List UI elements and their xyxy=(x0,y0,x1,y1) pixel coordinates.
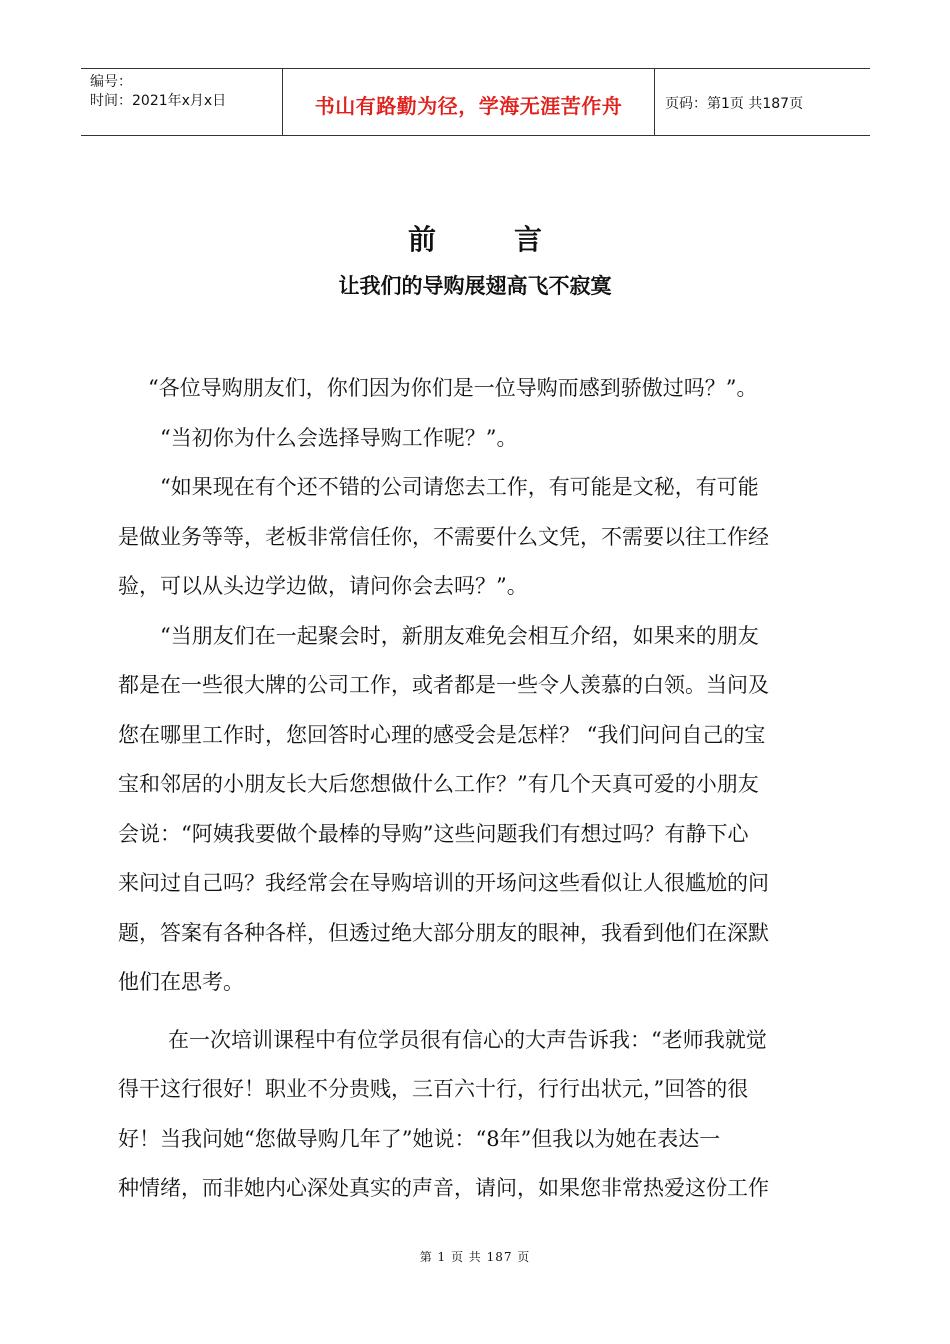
header-meta-cell xyxy=(81,69,283,135)
paragraph-line: 种情绪，而非她内心深处真实的声音，请问，如果您非常热爱这份工作 xyxy=(118,1176,769,1200)
paragraph-line: 题，答案有各种各样，但透过绝大部分朋友的眼神，我看到他们在深默 xyxy=(118,920,769,945)
paragraph-line: “当初你为什么会选择导购工作呢？”。 xyxy=(160,425,518,450)
paragraph-line: 都是在一些很大牌的公司工作，或者都是一些令人羡慕的白领。当问及 xyxy=(118,673,769,697)
paragraph xyxy=(118,1016,834,1214)
page-footer: 第 1 页 共 187 页 xyxy=(419,1250,531,1264)
paragraph-line: 是做业务等等，老板非常信任你，不需要什么文凭，不需要以往工作经 xyxy=(118,524,769,549)
header-motto: 书山有路勤为径，学海无涯苦作舟 xyxy=(283,69,655,135)
paragraph-line: 得干这行很好！职业不分贵贱，三百六十行，行行出状元，”回答的很 xyxy=(118,1077,749,1101)
paragraph-line: “当朋友们在一起聚会时，新朋友难免会相互介绍，如果来的朋友 xyxy=(160,623,759,648)
paragraph-line: 验，可以从头边学边做，请问你会去吗？”。 xyxy=(118,574,528,598)
page-header xyxy=(81,68,870,136)
paragraph-line: “各位导购朋友们，你们因为你们是一位导购而感到骄傲过吗？”。 xyxy=(148,376,758,400)
page-subtitle: 让我们的导购展翅高飞不寂寞 xyxy=(338,274,612,298)
paragraph-line: 您在哪里工作时，您回答时心理的感受会是怎样？ “我们问问自己的宝 xyxy=(118,722,766,747)
document-number-label: 编号： xyxy=(90,74,132,90)
paragraph-line: 来问过自己吗？我经常会在导购培训的开场问这些看似让人很尴尬的问 xyxy=(118,871,769,895)
paragraph-line: 在一次培训课程中有位学员很有信心的大声告诉我：“老师我就觉 xyxy=(168,1027,767,1052)
page-title: 前言 xyxy=(407,223,620,256)
header-page-info: 页码：第1页 共187页 xyxy=(665,96,804,112)
paragraph xyxy=(118,612,834,1008)
paragraph-line: 他们在思考。 xyxy=(118,970,244,994)
paragraph xyxy=(118,364,834,414)
paragraph-line: 好！当我问她“您做导购几年了”她说：“8年”但我以为她在表达一 xyxy=(118,1126,721,1151)
document-time-label: 时间：2021年x月x日 xyxy=(90,93,227,109)
paragraph-line: 会说：“阿姨我要做个最棒的导购”这些问题我们有想过吗？有静下心 xyxy=(118,821,749,846)
paragraph-line: “如果现在有个还不错的公司请您去工作，有可能是文秘，有可能 xyxy=(160,475,759,499)
paragraph-line: 宝和邻居的小朋友长大后您想做什么工作？”有几个天真可爱的小朋友 xyxy=(118,772,759,796)
paragraph xyxy=(118,414,834,464)
paragraph xyxy=(118,463,834,612)
body-text xyxy=(118,364,834,1214)
